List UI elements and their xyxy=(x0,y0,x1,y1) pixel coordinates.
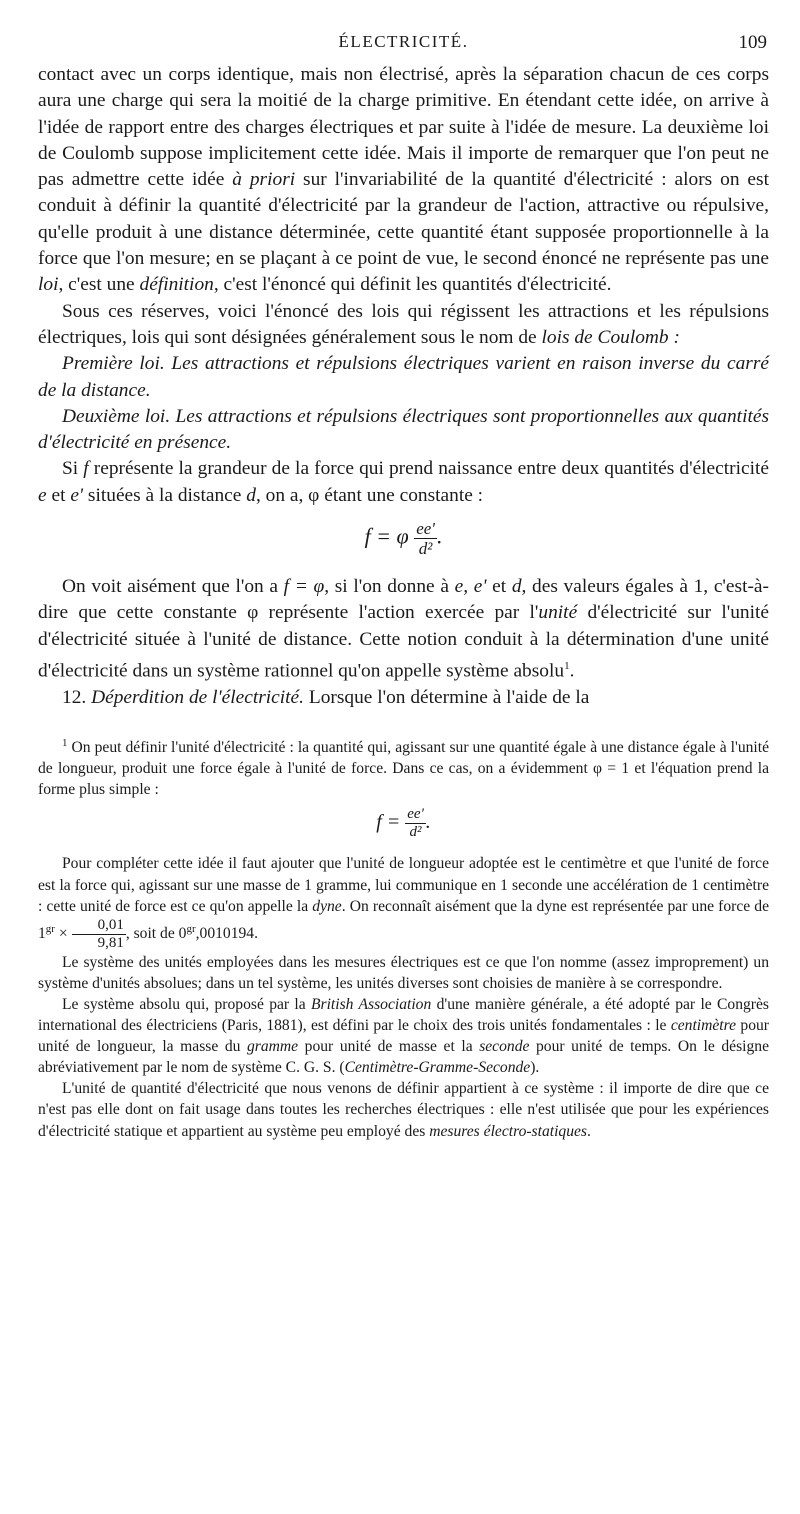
text-run: Lorsque l'on détermine à l'aide de la xyxy=(304,686,590,708)
text-run: . xyxy=(587,1122,591,1140)
running-head: ÉLECTRICITÉ. xyxy=(338,32,469,51)
italic-run: lois de Coulomb : xyxy=(541,326,680,348)
main-text xyxy=(38,62,769,711)
text-run: ). xyxy=(530,1059,540,1077)
fraction-numerator: 0,01 xyxy=(72,917,126,935)
italic-run: Centimètre-Gramme-Seconde xyxy=(344,1059,531,1077)
text-run: Le système absolu qui, proposé par la xyxy=(62,995,311,1013)
paragraph-force-definition xyxy=(38,456,769,509)
footnote-dyne-paragraph xyxy=(38,853,769,951)
fraction-denominator: d² xyxy=(418,539,433,559)
formula-lhs: f = φ xyxy=(364,523,409,549)
fraction-numerator: ee' xyxy=(407,806,424,823)
paragraph-continuation xyxy=(38,62,769,299)
book-page xyxy=(38,28,769,1142)
text-run: On peut définir l'unité d'électricité : la quantité qui, agissant sur une quantité égale à une distance égale à l'unité de longueur, produit une force égale à l'unité de force. Dans ce cas, on a évidemment φ = 1 et l'équation prend la forme plus simple : xyxy=(38,739,770,799)
variable-d: d xyxy=(246,484,256,506)
variable-e-prime: e' xyxy=(70,484,84,506)
formula-end: . xyxy=(425,811,431,834)
italic-run: définition xyxy=(139,274,214,296)
formula-lhs: f = xyxy=(376,811,401,834)
fraction-numerator: ee' xyxy=(416,519,435,539)
text-run: , on a, φ étant une constante : xyxy=(255,484,484,506)
italic-run: dyne xyxy=(312,897,342,915)
simplified-formula xyxy=(38,806,769,841)
section-number: 12. xyxy=(62,686,87,708)
italic-run: gramme xyxy=(246,1038,299,1056)
text-run: pour unité de masse et la xyxy=(298,1038,480,1056)
section-12-heading xyxy=(38,685,769,711)
formula-end: . xyxy=(436,523,443,549)
text-run: , c'est l'énoncé qui définit les quantités d'électricité. xyxy=(213,274,612,296)
fraction xyxy=(405,806,426,841)
section-title: Déperdition de l'électricité. xyxy=(91,686,304,708)
unit-superscript: gr xyxy=(186,922,196,935)
paragraph-absolute-system xyxy=(38,574,769,685)
text-run: , c'est une xyxy=(58,274,140,296)
fraction xyxy=(414,519,437,558)
text-run: Sous ces réserves, voici l'énoncé des lois qui régissent les attractions et les répulsions électriques, lois qui sont désignées généralement sous le nom de xyxy=(38,300,769,348)
coulomb-formula xyxy=(38,519,769,558)
text-run: d'une manière générale, a été adopté par le Congrès international des électriciens (Paris, 1881), est défini par le choix des trois unités fondamentales : le xyxy=(38,995,769,1035)
footnote-marker: 1 xyxy=(62,737,68,749)
text-run: , des valeurs égales à 1, c'est-à-dire que cette constante φ représente l'action exercée par l' xyxy=(38,576,769,624)
text-run: ,0010194. xyxy=(195,924,258,942)
text-run: et xyxy=(46,484,71,506)
footnote-block xyxy=(38,733,769,1142)
fraction-denominator: 9,81 xyxy=(97,934,124,951)
second-law: Deuxième loi. Les attractions et répulsions électriques sont proportionnelles aux quantités d'électricité en présence. xyxy=(38,405,769,454)
variable-d: d xyxy=(511,576,522,598)
text-run: pour unité de longueur, la masse du xyxy=(38,1017,769,1056)
variable-f: f xyxy=(83,458,89,480)
page-header xyxy=(38,28,769,62)
italic-run: British Association xyxy=(311,995,432,1013)
text-run: contact avec un corps identique, mais non électrisé, après la séparation chacun de ces corps aura une charge qui sera la moitié de la charge primitive. En étendant cette idée, on arrive à l'idée de rapport entre des charges électriques et par suite à l'idée de mesure. La deuxième loi de Coulomb suppose implicitement cette idée. Mais il importe de remarquer que l'on peut ne pas admettre cette idée xyxy=(38,64,769,191)
text-run: représente la grandeur de la force qui prend naissance entre deux quantités d'électricité xyxy=(88,458,769,480)
fraction xyxy=(72,917,126,952)
page-number: 109 xyxy=(738,32,767,53)
text-run: Si xyxy=(62,458,84,480)
unit-superscript: gr xyxy=(45,922,55,935)
inline-variables: e, e' xyxy=(454,576,487,598)
times-sign: × xyxy=(54,924,72,942)
text-run: , soit de 0 xyxy=(125,924,187,942)
first-law: Première loi. Les attractions et répulsions électriques varient en raison inverse du carré de la distance. xyxy=(38,353,769,401)
text-run: sur l'invariabilité de la quantité d'électricité : alors on est conduit à définir la quantité d'électricité par la grandeur de l'action, attractive ou répulsive, qu'elle produit à une distance déterminée, cette quantité étant supposée proportionnelle à la force que l'on mesure; en se plaçant à ce point de vue, le second énoncé ne représente pas une xyxy=(38,169,769,270)
text-run: On voit aisément que l'on a xyxy=(62,576,284,598)
italic-run: unité xyxy=(538,602,578,624)
text-run: et xyxy=(486,576,512,598)
footnote-paragraph xyxy=(38,1078,769,1141)
text-run: L'unité de quantité d'électricité que nous venons de définir appartient à ce système : il importe de dire que ce n'est pas elle dont on fait usage dans toutes les recherches électriques : elle n'est utilisée que pour les expériences d'électricité statique et appartient au système peu employé des xyxy=(38,1080,769,1140)
footnote-paragraph: Le système des unités employées dans les mesures électriques est ce que l'on nomme (assez improprement) un système d'unités absolues; dans un tel système, les unités diverses sont choisies de manière à se correspondre. xyxy=(38,953,769,992)
text-run: d'électricité sur l'unité d'électricité située à l'unité de distance. Cette notion conduit à la détermination d'une unité d'électricité dans un système rationnel qu'on appelle système absolu xyxy=(38,602,769,682)
footnote-paragraph xyxy=(38,733,769,800)
text-run: situées à la distance xyxy=(83,484,247,506)
paragraph-coulomb-intro xyxy=(38,299,769,352)
italic-run: mesures électro-statiques xyxy=(429,1122,587,1140)
italic-run: à priori xyxy=(232,169,296,191)
inline-equation: f = φ xyxy=(283,576,325,598)
text-run: pour unité de temps. On le désigne abréviativement par le nom de système C. G. S. ( xyxy=(38,1038,769,1077)
footnote-paragraph xyxy=(38,994,769,1078)
text-run: . xyxy=(569,660,575,682)
footnote-reference[interactable]: 1 xyxy=(564,659,570,672)
italic-run: centimètre xyxy=(670,1017,737,1035)
fraction-denominator: d² xyxy=(409,824,422,841)
text-run: . On reconnaît aisément que la dyne est représentée par une force de 1 xyxy=(38,897,770,942)
variable-e: e xyxy=(38,484,47,506)
text-run: , si l'on donne à xyxy=(324,576,455,598)
italic-run: seconde xyxy=(479,1038,530,1056)
text-run: Pour compléter cette idée il faut ajouter que l'unité de longueur adoptée est le centimètre et que l'unité de force est la force qui, agissant sur une masse de 1 gramme, lui communique en 1 seconde une accélération de 1 centimètre : cette unité de force est ce qu'on appelle la xyxy=(38,855,769,915)
italic-run: loi xyxy=(38,274,59,296)
